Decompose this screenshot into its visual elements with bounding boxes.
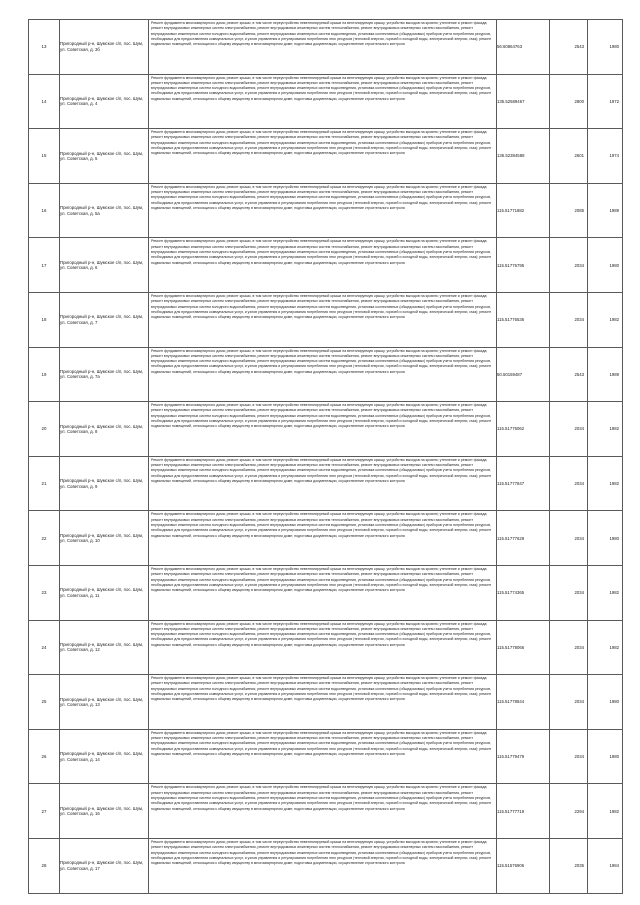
row-number: 13 [29,20,60,75]
area-cell: 2034 [550,620,588,675]
works-cell [149,74,497,129]
table-row [29,620,623,675]
row-number: 28 [29,838,60,893]
area-cell: 2034 [550,511,588,566]
works-text: Ремонт фундамента многоквартирного дома; ремонт крыши, в том числе переустройство невентилируемой крыши на вентилируемую крышу, устройство выходов на кровлю; утепление и ремонт фасада; ремонт внутридомовых инженерных систем электроснабжения, ремонт внутридомовых инженерных систем теплоснабжения, ремонт внутридомовых инженерных систем газоснабжения, ремонт внутридомовых инженерных систем холодного водоснабжения, ремонт внутридомовых инженерных систем водоотведения, установка коллективных (общедомовых) приборов учета потребления ресурсов, необходимых для предоставления коммунальных услуг, и узлов управления и регулирования потребления этих ресурсов (тепловой энергии, горячей и холодной воды, электрической энергии, газа); ремонт подвальных помещений, относящихся к общему имуществу в многоквартирном доме; подготовка документации, осуществление строительного контроля [151,730,492,756]
works-cell [149,838,497,893]
year-cell: 1980 [588,675,623,730]
address-cell: Пригородный р-н, Шумское с/п, пос. Шум, ул. Советская, д. 11 [60,565,149,620]
row-number: 17 [29,238,60,293]
works-text: Ремонт фундамента многоквартирного дома; ремонт крыши, в том числе переустройство невентилируемой крыши на вентилируемую крышу, устройство выходов на кровлю; утепление и ремонт фасада; ремонт внутридомовых инженерных систем электроснабжения, ремонт внутридомовых инженерных систем теплоснабжения, ремонт внутридомовых инженерных систем газоснабжения, ремонт внутридомовых инженерных систем холодного водоснабжения, ремонт внутридомовых инженерных систем водоотведения, установка коллективных (общедомовых) приборов учета потребления ресурсов, необходимых для предоставления коммунальных услуг, и узлов управления и регулирования потребления этих ресурсов (тепловой энергии, горячей и холодной воды, электрической энергии, газа); ремонт подвальных помещений, относящихся к общему имуществу в многоквартирном доме; подготовка документации, осуществление строительного контроля [151,130,492,156]
table-row [29,183,623,238]
area-cell: 2034 [550,565,588,620]
works-cell [149,620,497,675]
address-cell: Пригородный р-н, Шумское с/п, пос. Шум, ул. Советская, д. 16 [60,784,149,839]
table-row [29,784,623,839]
table-row [29,838,623,893]
works-cell [149,183,497,238]
works-text: Ремонт фундамента многоквартирного дома; ремонт крыши, в том числе переустройство невентилируемой крыши на вентилируемую крышу, устройство выходов на кровлю; утепление и ремонт фасада; ремонт внутридомовых инженерных систем электроснабжения, ремонт внутридомовых инженерных систем теплоснабжения, ремонт внутридомовых инженерных систем газоснабжения, ремонт внутридомовых инженерных систем холодного водоснабжения, ремонт внутридомовых инженерных систем водоотведения, установка коллективных (общедомовых) приборов учета потребления ресурсов, необходимых для предоставления коммунальных услуг, и узлов управления и регулирования потребления этих ресурсов (тепловой энергии, горячей и холодной воды, электрической энергии, газа); ремонт подвальных помещений, относящихся к общему имуществу в многоквартирном доме; подготовка документации, осуществление строительного контроля [151,512,492,538]
table-row [29,292,623,347]
address-cell: Пригородный р-н, Шумское с/п, пос. Шум, ул. Советская, д. 14 [60,729,149,784]
works-text: Ремонт фундамента многоквартирного дома; ремонт крыши, в том числе переустройство невентилируемой крыши на вентилируемую крышу, устройство выходов на кровлю; утепление и ремонт фасада; ремонт внутридомовых инженерных систем электроснабжения, ремонт внутридомовых инженерных систем теплоснабжения, ремонт внутридомовых инженерных систем газоснабжения, ремонт внутридомовых инженерных систем холодного водоснабжения, ремонт внутридомовых инженерных систем водоотведения, установка коллективных (общедомовых) приборов учета потребления ресурсов, необходимых для предоставления коммунальных услуг, и узлов управления и регулирования потребления этих ресурсов (тепловой энергии, горячей и холодной воды, электрической энергии, газа); ремонт подвальных помещений, относящихся к общему имуществу в многоквартирном доме; подготовка документации, осуществление строительного контроля [151,75,492,101]
address-cell: Пригородный р-н, Шумское с/п, пос. Шум, ул. Советская, д. 12 [60,620,149,675]
year-cell: 1982 [588,456,623,511]
year-cell: 1972 [588,74,623,129]
cadastral-cell: 115.51776795 [497,238,550,293]
cadastral-cell: 115.51779479 [497,729,550,784]
row-number: 16 [29,183,60,238]
works-cell [149,784,497,839]
row-number: 18 [29,292,60,347]
works-text: Ремонт фундамента многоквартирного дома; ремонт крыши, в том числе переустройство невентилируемой крыши на вентилируемую крышу, устройство выходов на кровлю; утепление и ремонт фасада; ремонт внутридомовых инженерных систем электроснабжения, ремонт внутридомовых инженерных систем теплоснабжения, ремонт внутридомовых инженерных систем газоснабжения, ремонт внутридомовых инженерных систем холодного водоснабжения, ремонт внутридомовых инженерных систем водоотведения, установка коллективных (общедомовых) приборов учета потребления ресурсов, необходимых для предоставления коммунальных услуг, и узлов управления и регулирования потребления этих ресурсов (тепловой энергии, горячей и холодной воды, электрической энергии, газа); ремонт подвальных помещений, относящихся к общему имуществу в многоквартирном доме; подготовка документации, осуществление строительного контроля [151,239,492,265]
year-cell: 1982 [588,565,623,620]
address-cell: Пригородный р-н, Шумское с/п, пос. Шум, ул. Советская, д. 4 [60,74,149,129]
area-cell: 2034 [550,456,588,511]
year-cell: 1989 [588,183,623,238]
row-number: 22 [29,511,60,566]
row-number: 15 [29,129,60,184]
area-cell: 2034 [550,292,588,347]
area-cell: 2035 [550,838,588,893]
row-number: 23 [29,565,60,620]
address-cell: Пригородный р-н, Шумское с/п, пос. Шум, ул. Советская, д. 17 [60,838,149,893]
works-cell [149,511,497,566]
row-number: 24 [29,620,60,675]
cadastral-cell: 115.51777847 [497,456,550,511]
works-cell [149,347,497,402]
area-cell: 2034 [550,675,588,730]
row-number: 21 [29,456,60,511]
year-cell: 1980 [588,238,623,293]
area-cell: 2543 [550,347,588,402]
cadastral-cell: 115.51774365 [497,565,550,620]
works-cell [149,456,497,511]
table-row [29,238,623,293]
cadastral-cell: 115.51777629 [497,511,550,566]
works-text: Ремонт фундамента многоквартирного дома; ремонт крыши, в том числе переустройство невентилируемой крыши на вентилируемую крышу, устройство выходов на кровлю; утепление и ремонт фасада; ремонт внутридомовых инженерных систем электроснабжения, ремонт внутридомовых инженерных систем теплоснабжения, ремонт внутридомовых инженерных систем газоснабжения, ремонт внутридомовых инженерных систем холодного водоснабжения, ремонт внутридомовых инженерных систем водоотведения, установка коллективных (общедомовых) приборов учета потребления ресурсов, необходимых для предоставления коммунальных услуг, и узлов управления и регулирования потребления этих ресурсов (тепловой энергии, горячей и холодной воды, электрической энергии, газа); ремонт подвальных помещений, относящихся к общему имуществу в многоквартирном доме; подготовка документации, осуществление строительного контроля [151,293,492,320]
address-cell: Пригородный р-н, Шумское с/п, пос. Шум, ул. Советская, д. 6 [60,238,149,293]
cadastral-cell: 115.51771882 [497,183,550,238]
works-text: Ремонт фундамента многоквартирного дома; ремонт крыши, в том числе переустройство невентилируемой крыши на вентилируемую крышу, устройство выходов на кровлю; утепление и ремонт фасада; ремонт внутридомовых инженерных систем электроснабжения, ремонт внутридомовых инженерных систем теплоснабжения, ремонт внутридомовых инженерных систем газоснабжения, ремонт внутридомовых инженерных систем холодного водоснабжения, ремонт внутридомовых инженерных систем водоотведения, установка коллективных (общедомовых) приборов учета потребления ресурсов, необходимых для предоставления коммунальных услуг, и узлов управления и регулирования потребления этих ресурсов (тепловой энергии, горячей и холодной воды, электрической энергии, газа); ремонт подвальных помещений, относящихся к общему имуществу в многоквартирном доме; подготовка документации, осуществление строительного контроля [151,21,492,47]
year-cell: 1980 [588,511,623,566]
works-cell [149,20,497,75]
row-number: 26 [29,729,60,784]
table-row [29,565,623,620]
year-cell: 1984 [588,838,623,893]
address-cell: Пригородный р-н, Шумское с/п, пос. Шум, ул. Советская, д. 13 [60,675,149,730]
year-cell: 1974 [588,129,623,184]
works-text: Ремонт фундамента многоквартирного дома; ремонт крыши, в том числе переустройство невентилируемой крыши на вентилируемую крышу, устройство выходов на кровлю; утепление и ремонт фасада; ремонт внутридомовых инженерных систем электроснабжения, ремонт внутридомовых инженерных систем теплоснабжения, ремонт внутридомовых инженерных систем газоснабжения, ремонт внутридомовых инженерных систем холодного водоснабжения, ремонт внутридомовых инженерных систем водоотведения, установка коллективных (общедомовых) приборов учета потребления ресурсов, необходимых для предоставления коммунальных услуг, и узлов управления и регулирования потребления этих ресурсов (тепловой энергии, горячей и холодной воды, электрической энергии, газа); ремонт подвальных помещений, относящихся к общему имуществу в многоквартирном доме; подготовка документации, осуществление строительного контроля [151,184,492,210]
row-number: 27 [29,784,60,839]
works-text: Ремонт фундамента многоквартирного дома; ремонт крыши, в том числе переустройство невентилируемой крыши на вентилируемую крышу, устройство выходов на кровлю; утепление и ремонт фасада; ремонт внутридомовых инженерных систем электроснабжения, ремонт внутридомовых инженерных систем теплоснабжения, ремонт внутридомовых инженерных систем газоснабжения, ремонт внутридомовых инженерных систем холодного водоснабжения, ремонт внутридомовых инженерных систем водоотведения, установка коллективных (общедомовых) приборов учета потребления ресурсов, необходимых для предоставления коммунальных услуг, и узлов управления и регулирования потребления этих ресурсов (тепловой энергии, горячей и холодной воды, электрической энергии, газа); ремонт подвальных помещений, относящихся к общему имуществу в многоквартирном доме; подготовка документации, осуществление строительного контроля [151,403,492,429]
table-row [29,402,623,457]
table-row [29,20,623,75]
year-cell: 1982 [588,784,623,839]
works-cell [149,729,497,784]
address-cell: Пригородный р-н, Шумское с/п, пос. Шум, ул. Советская, д. 7а [60,347,149,402]
year-cell: 1989 [588,347,623,402]
works-cell [149,675,497,730]
cadastral-cell: 115.51778066 [497,620,550,675]
row-number: 14 [29,74,60,129]
area-cell: 2800 [550,74,588,129]
area-cell: 2294 [550,784,588,839]
cadastral-cell: 115.51778844 [497,675,550,730]
table-row [29,456,623,511]
works-cell [149,129,497,184]
year-cell: 1982 [588,292,623,347]
table-row [29,511,623,566]
works-text: Ремонт фундамента многоквартирного дома; ремонт крыши, в том числе переустройство невентилируемой крыши на вентилируемую крышу, устройство выходов на кровлю; утепление и ремонт фасада; ремонт внутридомовых инженерных систем электроснабжения, ремонт внутридомовых инженерных систем теплоснабжения, ремонт внутридомовых инженерных систем газоснабжения, ремонт внутридомовых инженерных систем холодного водоснабжения, ремонт внутридомовых инженерных систем водоотведения, установка коллективных (общедомовых) приборов учета потребления ресурсов, необходимых для предоставления коммунальных услуг, и узлов управления и регулирования потребления этих ресурсов (тепловой энергии, горячей и холодной воды, электрической энергии, газа); ремонт подвальных помещений, относящихся к общему имуществу в многоквартирном доме; подготовка документации, осуществление строительного контроля [151,839,492,866]
year-cell: 1982 [588,620,623,675]
area-cell: 2601 [550,129,588,184]
cadastral-cell: 136.52384588 [497,129,550,184]
table-row [29,347,623,402]
area-cell: 2034 [550,402,588,457]
works-cell [149,238,497,293]
works-text: Ремонт фундамента многоквартирного дома; ремонт крыши, в том числе переустройство невентилируемой крыши на вентилируемую крышу, устройство выходов на кровлю; утепление и ремонт фасада; ремонт внутридомовых инженерных систем электроснабжения, ремонт внутридомовых инженерных систем теплоснабжения, ремонт внутридомовых инженерных систем газоснабжения, ремонт внутридомовых инженерных систем холодного водоснабжения, ремонт внутридомовых инженерных систем водоотведения, установка коллективных (общедомовых) приборов учета потребления ресурсов, необходимых для предоставления коммунальных услуг, и узлов управления и регулирования потребления этих ресурсов (тепловой энергии, горячей и холодной воды, электрической энергии, газа); ремонт подвальных помещений, относящихся к общему имуществу в многоквартирном доме; подготовка документации, осуществление строительного контроля [151,348,492,374]
cadastral-cell: 115.51776536 [497,292,550,347]
works-cell [149,292,497,347]
address-cell: Пригородный р-н, Шумское с/п, пос. Шум, ул. Советская, д. 3б [60,20,149,75]
table-row [29,129,623,184]
address-cell: Пригородный р-н, Шумское с/п, пос. Шум, ул. Советская, д. 10 [60,511,149,566]
table-row [29,729,623,784]
area-cell: 2034 [550,729,588,784]
works-text: Ремонт фундамента многоквартирного дома; ремонт крыши, в том числе переустройство невентилируемой крыши на вентилируемую крышу, устройство выходов на кровлю; утепление и ремонт фасада; ремонт внутридомовых инженерных систем электроснабжения, ремонт внутридомовых инженерных систем теплоснабжения, ремонт внутридомовых инженерных систем газоснабжения, ремонт внутридомовых инженерных систем холодного водоснабжения, ремонт внутридомовых инженерных систем водоотведения, установка коллективных (общедомовых) приборов учета потребления ресурсов, необходимых для предоставления коммунальных услуг, и узлов управления и регулирования потребления этих ресурсов (тепловой энергии, горячей и холодной воды, электрической энергии, газа); ремонт подвальных помещений, относящихся к общему имуществу в многоквартирном доме; подготовка документации, осуществление строительного контроля [151,785,492,811]
registry-body [29,20,623,894]
address-cell: Пригородный р-н, Шумское с/п, пос. Шум, ул. Советская, д. 7 [60,292,149,347]
area-cell: 2085 [550,183,588,238]
row-number: 25 [29,675,60,730]
works-text: Ремонт фундамента многоквартирного дома; ремонт крыши, в том числе переустройство невентилируемой крыши на вентилируемую крышу, устройство выходов на кровлю; утепление и ремонт фасада; ремонт внутридомовых инженерных систем электроснабжения, ремонт внутридомовых инженерных систем теплоснабжения, ремонт внутридомовых инженерных систем газоснабжения, ремонт внутридомовых инженерных систем холодного водоснабжения, ремонт внутридомовых инженерных систем водоотведения, установка коллективных (общедомовых) приборов учета потребления ресурсов, необходимых для предоставления коммунальных услуг, и узлов управления и регулирования потребления этих ресурсов (тепловой энергии, горячей и холодной воды, электрической энергии, газа); ремонт подвальных помещений, относящихся к общему имуществу в многоквартирном доме; подготовка документации, осуществление строительного контроля [151,676,492,702]
registry-table [28,19,623,894]
year-cell: 1982 [588,402,623,457]
works-cell [149,402,497,457]
cadastral-cell: 115.51776062 [497,402,550,457]
works-text: Ремонт фундамента многоквартирного дома; ремонт крыши, в том числе переустройство невентилируемой крыши на вентилируемую крышу, устройство выходов на кровлю; утепление и ремонт фасада; ремонт внутридомовых инженерных систем электроснабжения, ремонт внутридомовых инженерных систем теплоснабжения, ремонт внутридомовых инженерных систем газоснабжения, ремонт внутридомовых инженерных систем холодного водоснабжения, ремонт внутридомовых инженерных систем водоотведения, установка коллективных (общедомовых) приборов учета потребления ресурсов, необходимых для предоставления коммунальных услуг, и узлов управления и регулирования потребления этих ресурсов (тепловой энергии, горячей и холодной воды, электрической энергии, газа); ремонт подвальных помещений, относящихся к общему имуществу в многоквартирном доме; подготовка документации, осуществление строительного контроля [151,566,492,593]
table-row [29,675,623,730]
cadastral-cell: 115.51777719 [497,784,550,839]
year-cell: 1980 [588,729,623,784]
works-cell [149,565,497,620]
cadastral-cell: 50.50159487 [497,347,550,402]
address-cell: Пригородный р-н, Шумское с/п, пос. Шум, ул. Советская, д. 5а [60,183,149,238]
year-cell: 1980 [588,20,623,75]
cadastral-cell: 56:60864763 [497,20,550,75]
address-cell: Пригородный р-н, Шумское с/п, пос. Шум, ул. Советская, д. 5 [60,129,149,184]
works-text: Ремонт фундамента многоквартирного дома; ремонт крыши, в том числе переустройство невентилируемой крыши на вентилируемую крышу, устройство выходов на кровлю; утепление и ремонт фасада; ремонт внутридомовых инженерных систем электроснабжения, ремонт внутридомовых инженерных систем теплоснабжения, ремонт внутридомовых инженерных систем газоснабжения, ремонт внутридомовых инженерных систем холодного водоснабжения, ремонт внутридомовых инженерных систем водоотведения, установка коллективных (общедомовых) приборов учета потребления ресурсов, необходимых для предоставления коммунальных услуг, и узлов управления и регулирования потребления этих ресурсов (тепловой энергии, горячей и холодной воды, электрической энергии, газа); ремонт подвальных помещений, относящихся к общему имуществу в многоквартирном доме; подготовка документации, осуществление строительного контроля [151,621,492,647]
works-text: Ремонт фундамента многоквартирного дома; ремонт крыши, в том числе переустройство невентилируемой крыши на вентилируемую крышу, устройство выходов на кровлю; утепление и ремонт фасада; ремонт внутридомовых инженерных систем электроснабжения, ремонт внутридомовых инженерных систем теплоснабжения, ремонт внутридомовых инженерных систем газоснабжения, ремонт внутридомовых инженерных систем холодного водоснабжения, ремонт внутридомовых инженерных систем водоотведения, установка коллективных (общедомовых) приборов учета потребления ресурсов, необходимых для предоставления коммунальных услуг, и узлов управления и регулирования потребления этих ресурсов (тепловой энергии, горячей и холодной воды, электрической энергии, газа); ремонт подвальных помещений, относящихся к общему имуществу в многоквартирном доме; подготовка документации, осуществление строительного контроля [151,457,492,483]
cadastral-cell: 135.52589467 [497,74,550,129]
area-cell: 2034 [550,238,588,293]
area-cell: 2543 [550,20,588,75]
row-number: 19 [29,347,60,402]
row-number: 20 [29,402,60,457]
address-cell: Пригородный р-н, Шумское с/п, пос. Шум, ул. Советская, д. 9 [60,456,149,511]
cadastral-cell: 115.51576906 [497,838,550,893]
address-cell: Пригородный р-н, Шумское с/п, пос. Шум, ул. Советская, д. 8 [60,402,149,457]
table-row [29,74,623,129]
